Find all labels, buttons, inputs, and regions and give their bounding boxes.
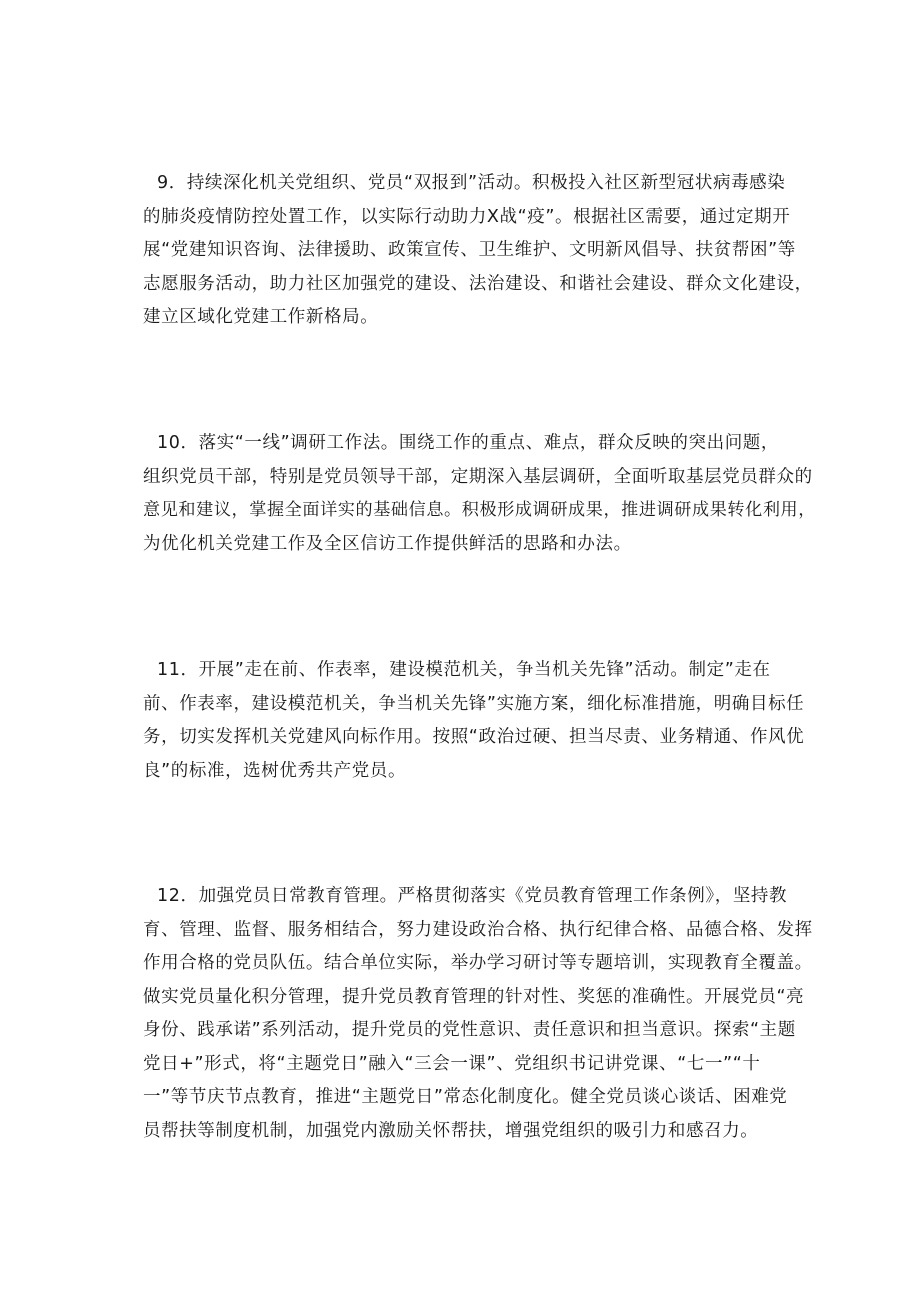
paragraph-12: [143, 880, 823, 1148]
text-line: 务，切实发挥机关党建风向标作用。按照“政治过硬、担当尽责、业务精通、作风优: [143, 727, 805, 747]
text-line: 做实党员量化积分管理，提升党员教育管理的针对性、奖惩的准确性。开展党员“亮: [143, 986, 805, 1007]
text-line: 育、管理、监督、服务相结合，努力建设政治合格、执行纪律合格、品德合格、发挥: [143, 919, 813, 940]
text-line: 11．开展”走在前、作表率，建设模范机关，争当机关先锋”活动。制定”走在: [157, 660, 771, 680]
text-line: 9．持续深化机关党组织、党员“双报到”活动。积极投入社区新型冠状病毒感染: [157, 173, 786, 193]
text-line: 10．落实“一线”调研工作法。围绕工作的重点、难点，群众反映的突出问题，: [157, 433, 779, 453]
text-line: 作用合格的党员队伍。结合单位实际，举办学习研讨等专题培训，实现教育全覆盖。: [143, 953, 813, 973]
text-line: 意见和建议，掌握全面详实的基础信息。积极形成调研成果，推进调研成果转化利用，: [143, 500, 816, 520]
text-line: 的肺炎疫情防控处置工作，以实际行动助力X战“疫”。根据社区需要，通过定期开: [143, 206, 791, 227]
text-line: 志愿服务活动，助力社区加强党的建设、法治建设、和谐社会建设、群众文化建设，: [143, 273, 813, 294]
paragraph-11: [143, 654, 823, 788]
text-line: 员帮扶等制度机制，加强党内激励关怀帮扶，增强党组织的吸引力和感召力。: [143, 1120, 759, 1141]
text-line: 身份、践承诺”系列活动，提升党员的党性意识、责任意识和担当意识。探索“主题: [143, 1020, 796, 1040]
text-line: 一”等节庆节点教育，推进“主题党日”常态化制度化。健全党员谈心谈话、困难党: [143, 1087, 788, 1107]
text-line: 组织党员干部，特别是党员领导干部，定期深入基层调研，全面听取基层党员群众的: [143, 466, 813, 487]
text-line: 为优化机关党建工作及全区信访工作提供鲜活的思路和办法。: [143, 533, 632, 554]
text-line: 展“党建知识咨询、法律援助、政策宣传、卫生维护、文明新风倡导、扶贫帮困”等: [143, 240, 796, 260]
paragraph-9: [143, 167, 823, 335]
text-line: 12．加强党员日常教育管理。严格贯彻落实《党员教育管理工作条例》，坚持教: [157, 886, 788, 906]
text-line: 前、作表率，建设模范机关，争当机关先锋”实施方案，细化标准措施，明确目标任: [143, 693, 805, 714]
paragraph-10: [143, 427, 823, 561]
text-line: 良”的标准，选树优秀共产党员。: [143, 760, 407, 781]
text-line: 建立区域化党建工作新格局。: [143, 307, 379, 327]
text-line: 党日+”形式，将“主题党日”融入“三会一课”、党组织书记讲党课、“七一”“十: [143, 1053, 761, 1074]
